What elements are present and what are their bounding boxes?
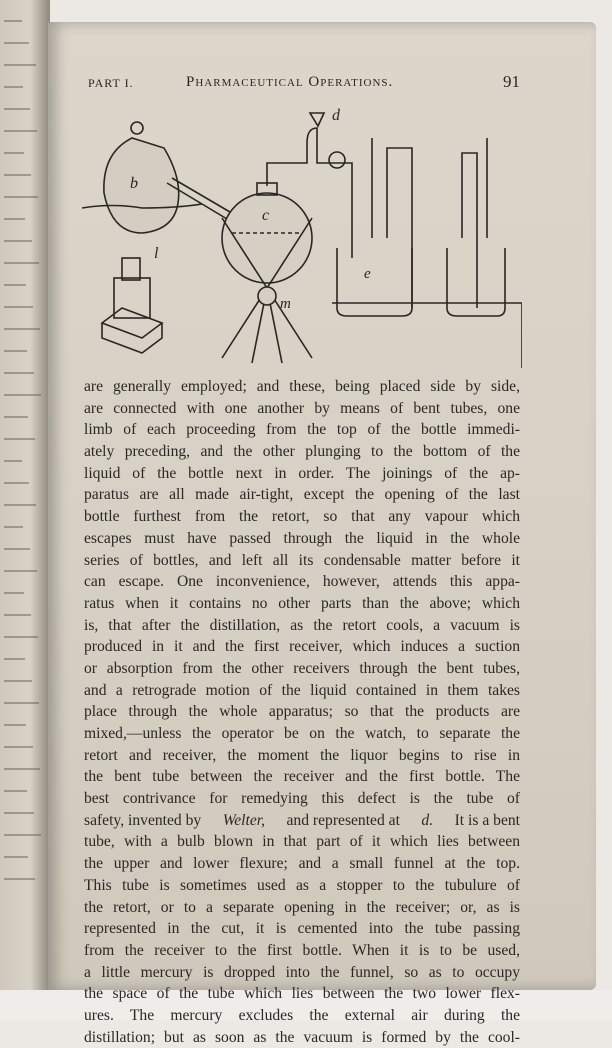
text-line: a little mercury is dropped into the funnel, so as to occupy bbox=[84, 963, 520, 981]
previous-page-text-fragment bbox=[4, 856, 28, 858]
previous-page-text-fragment bbox=[4, 548, 30, 550]
figure-label-c: c bbox=[262, 207, 270, 224]
text-line: ately preceding, and the other plunging to the bottom of the bbox=[84, 443, 520, 461]
text-line: ratus when it contains no other parts than the above; which bbox=[84, 594, 520, 612]
text-line: liquid of the bottle next in order. The joinings of the ap- bbox=[84, 464, 520, 482]
text-line-with-italics bbox=[84, 810, 520, 832]
text-line: the space of the tube which lies between the two lower flex- bbox=[84, 985, 520, 1003]
figure-label-b: b bbox=[130, 175, 138, 192]
text-line: retort and receiver, the moment the liquor begins to rise in bbox=[84, 746, 520, 764]
previous-page-text-fragment bbox=[4, 240, 32, 242]
text-line: place through the whole apparatus; so that the products are bbox=[84, 703, 520, 721]
text-line: series of bottles, and left all its condensable matter before it bbox=[84, 551, 520, 569]
previous-page-text-fragment bbox=[4, 64, 36, 66]
italic-text: Welter, bbox=[222, 811, 266, 829]
lamp-l bbox=[102, 245, 162, 353]
text-line: are generally employed; and these, being placed side by side, bbox=[84, 378, 520, 395]
previous-page-text-fragment bbox=[4, 636, 38, 638]
previous-page-text-fragment bbox=[4, 768, 40, 770]
previous-page-text-fragment bbox=[4, 658, 25, 660]
previous-page-text-fragment bbox=[4, 42, 29, 44]
previous-page-text-fragment bbox=[4, 570, 37, 572]
text-line: distillation; but as soon as the vacuum is formed by the cool- bbox=[84, 1028, 520, 1046]
retort-b bbox=[82, 122, 247, 233]
previous-page-text-fragment bbox=[4, 460, 22, 462]
previous-page-text-fragment bbox=[4, 504, 36, 506]
text-line: best contrivance for remedying this defect is the tube of bbox=[84, 790, 520, 808]
text-line: represented in the cut, it is cemented into the tube passing bbox=[84, 920, 520, 938]
text-segment: and represented at bbox=[286, 811, 400, 829]
text-line: from the receiver to the first bottle. When it is to be used, bbox=[84, 941, 520, 959]
text-line: is, that after the distillation, as the retort cools, a vacuum is bbox=[84, 616, 520, 634]
previous-page-text-fragment bbox=[4, 482, 29, 484]
previous-page-text-fragment bbox=[4, 592, 24, 594]
previous-page-text-fragment bbox=[4, 218, 25, 220]
previous-page-text-fragment bbox=[4, 372, 34, 374]
previous-page-text-fragment bbox=[4, 152, 24, 154]
previous-page-text-fragment bbox=[4, 306, 33, 308]
previous-page-text-fragment bbox=[4, 680, 32, 682]
text-line: are connected with one another by means of bent tubes, one bbox=[84, 399, 520, 417]
previous-page-text-fragment bbox=[4, 262, 39, 264]
chapter-title: Pharmaceutical Operations. bbox=[186, 74, 394, 90]
text-segment: safety, invented by bbox=[84, 811, 202, 829]
woulfe-bottles bbox=[332, 138, 522, 368]
body-text bbox=[84, 376, 520, 1048]
previous-page-text-fragment bbox=[4, 812, 34, 814]
figure-label-m: m bbox=[280, 296, 291, 312]
text-segment: It is a bent bbox=[454, 811, 520, 829]
previous-page-text-fragment bbox=[4, 790, 27, 792]
italic-text: d. bbox=[421, 811, 434, 829]
text-line: escapes must have passed through the liquid in the whole bbox=[84, 529, 520, 547]
distillation-apparatus-illustration bbox=[82, 108, 522, 368]
text-line: This tube is sometimes used as a stopper to the tubulure of bbox=[84, 876, 520, 894]
previous-page-text-fragment bbox=[4, 878, 35, 880]
previous-page-text-fragment bbox=[4, 196, 38, 198]
previous-page-edge bbox=[0, 0, 50, 990]
previous-page-text-fragment bbox=[4, 20, 22, 22]
previous-page-text-fragment bbox=[4, 702, 39, 704]
previous-page-text-fragment bbox=[4, 350, 27, 352]
text-line: paratus are all made air-tight, except the opening of the last bbox=[84, 486, 520, 504]
previous-page-text-fragment bbox=[4, 746, 33, 748]
text-line: the bent tube between the receiver and the first bottle. The bbox=[84, 768, 520, 786]
previous-page-text-fragment bbox=[4, 834, 41, 836]
text-line: ures. The mercury excludes the external air during the bbox=[84, 1006, 520, 1024]
text-line: limb of each proceeding from the top of the bottle immedi- bbox=[84, 421, 520, 439]
previous-page-text-fragment bbox=[4, 284, 26, 286]
previous-page-text-fragment bbox=[4, 174, 31, 176]
previous-page-text-fragment bbox=[4, 416, 28, 418]
text-line: the upper and lower flexure; and a small funnel at the top. bbox=[84, 855, 520, 873]
part-label: PART I. bbox=[88, 76, 134, 90]
previous-page-text-fragment bbox=[4, 614, 31, 616]
previous-page-text-fragment bbox=[4, 130, 37, 132]
text-line: or absorption from the other receivers through the bent tubes, bbox=[84, 659, 520, 677]
figure-label-d: d bbox=[332, 108, 340, 124]
previous-page-text-fragment bbox=[4, 394, 41, 396]
text-line: bottle furthest from the retort, so that any vapour which bbox=[84, 508, 520, 526]
running-header bbox=[88, 74, 520, 94]
previous-page-text-fragment bbox=[4, 328, 40, 330]
previous-page-text-fragment bbox=[4, 526, 23, 528]
text-line: and a retrograde motion of the liquid contained in them takes bbox=[84, 681, 520, 699]
text-line: tube, with a bulb blown in that part of it which lies between bbox=[84, 833, 520, 851]
text-line: can escape. One inconvenience, however, attends this appa- bbox=[84, 573, 520, 591]
figure-label-e: e bbox=[364, 266, 371, 282]
text-line: the retort, or to a separate opening in the receiver; or, as is bbox=[84, 898, 520, 916]
receiver-c bbox=[222, 183, 312, 363]
previous-page-text-fragment bbox=[4, 438, 35, 440]
previous-page-text-fragment bbox=[4, 86, 23, 88]
previous-page-text-fragment bbox=[4, 724, 26, 726]
text-line: mixed,—unless the operator be on the watch, to separate the bbox=[84, 725, 520, 742]
text-line: produced in it and the first receiver, which induces a suction bbox=[84, 638, 520, 656]
page-number: 91 bbox=[503, 72, 520, 91]
previous-page-text-fragment bbox=[4, 108, 30, 110]
figure-label-l: l bbox=[154, 245, 159, 262]
